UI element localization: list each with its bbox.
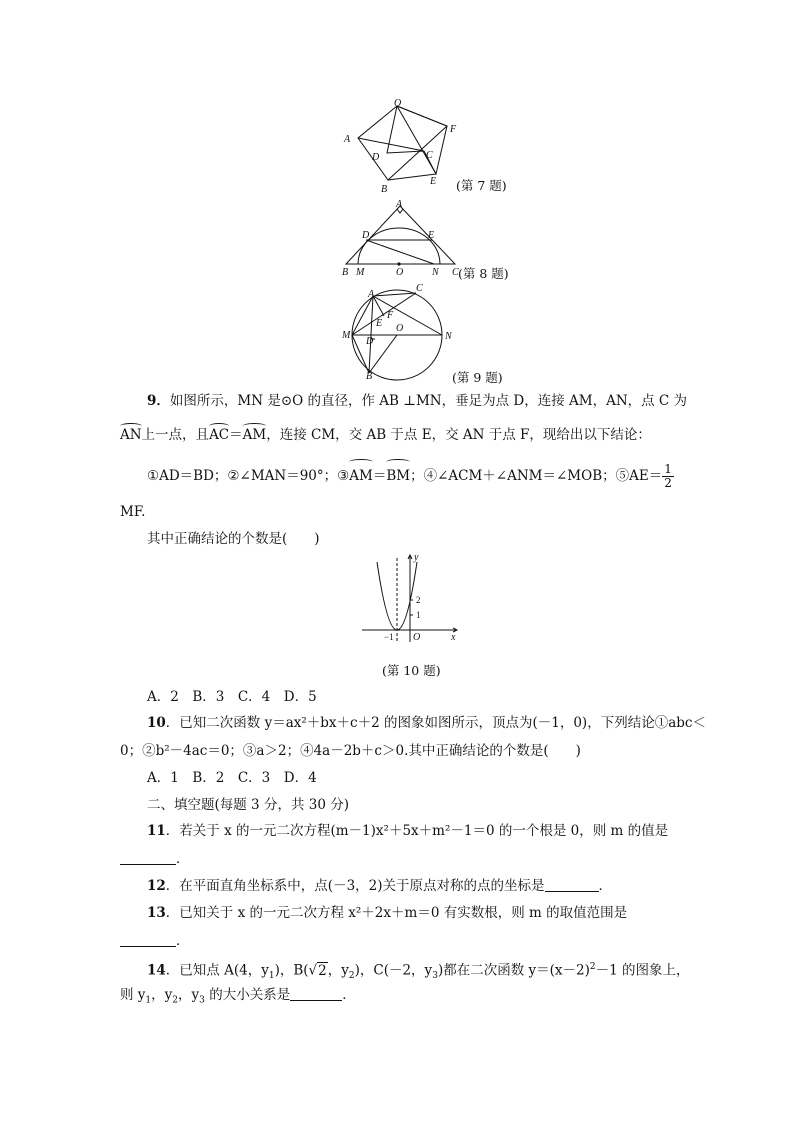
fraction-one-half [662,463,674,490]
figure-10-caption: (第 10 题) [382,663,441,678]
q9-line5: 其中正确结论的个数是( ) [147,531,320,547]
q11-stem: ．若关于 x 的一元二次方程(m－1)x²＋5x＋m²－1＝0 的一个根是 0，则 m 的值是 [165,823,669,839]
q12-line1 [147,877,612,895]
q14-line2-sub-3: 3 [199,995,205,1006]
segment-oe [397,106,436,174]
point-label-e: E [428,230,435,241]
point-label-e: E [430,176,437,187]
q10-number: 10 [147,715,166,731]
segment-cm [352,293,416,335]
point-label-c: C [426,150,433,161]
q14-sub-3: 3 [432,971,438,982]
q14-text-c: ，y [327,962,349,979]
point-label-o: O [394,98,402,109]
q14-answer-blank[interactable] [290,986,342,1001]
q14-line2-b: ，y [151,987,173,1003]
q14-line2 [120,986,356,1010]
q11-end: ． [176,851,190,867]
q11-line2 [120,850,190,868]
arc-am-2: AM [349,462,373,490]
q9-stem-line1: 如图所示，MN 是⊙O 的直径，作 AB ⊥MN，垂足为点 D，连接 AM，AN，点 C 为 [169,393,688,409]
arc-bm: BM [386,462,410,490]
figure-9-caption: (第 9 题) [452,370,503,385]
q12-answer-blank[interactable] [545,877,599,892]
section-2-heading: 二、填空题(每题 3 分，共 30 分) [147,797,349,813]
segment-be [388,174,436,180]
q12-end: ． [598,878,613,894]
q9-options: A．2 B．3 C．4 D．5 [147,689,317,705]
q14-sup-2: 2 [589,962,596,972]
arc-an: AN [120,427,142,443]
figure-8-caption: (第 8 题) [458,266,509,281]
q9-line2 [120,426,651,444]
q13-line2 [120,932,190,950]
q14-end: ． [342,987,356,1003]
point-label-b: B [366,371,373,382]
x-axis-label: x [451,632,456,643]
point-label-a: A [396,199,403,210]
q9-line3-text-b: ＝ [372,468,387,484]
figure-10 [358,552,468,644]
tick-label-neg1: −1 [384,632,394,642]
point-label-f: F [450,124,457,135]
point-label-f: F [387,310,394,321]
point-label-b: B [342,267,349,278]
point-label-a: A [344,134,351,145]
fraction-numerator: 1 [664,462,672,476]
segment-am [352,296,373,335]
q14-number: 14 [147,962,166,979]
q13-line1 [147,904,627,922]
q11-number: 11 [147,823,166,839]
point-label-d: D [372,152,380,163]
q9-line2-text-b: ＝ [229,427,243,443]
q14-line2-sub-1: 1 [145,995,152,1006]
arc-am: AM [242,427,267,443]
q10-stem-line1: ．已知二次函数 y＝ax²＋bx＋c＋2 的图象如图所示，顶点为(－1，0)，下列结论①abc＜ [165,715,706,731]
q13-end: ． [176,933,190,949]
q14-line2-d: 的大小关系是 [204,987,291,1003]
q14-line2-c: ，y [178,987,200,1003]
q10-line2: 0；②b²－4ac＝0；③a＞2；④4a－2b＋c＞0.其中正确结论的个数是( ) [120,743,581,759]
point-label-c: C [452,267,459,278]
q9-line2-text-c: ，连接 CM，交 AB 于点 E，交 AN 于点 F，现给出以下结论： [266,427,651,443]
q11-line1 [147,822,668,840]
fraction-denominator: 2 [664,476,672,490]
point-label-n: N [445,331,452,342]
q13-answer-blank[interactable] [120,932,176,947]
y-axis-label: y [414,552,419,563]
segment-ac [358,138,424,151]
q10-options: A．1 B．2 C．3 D．4 [147,770,317,786]
q14-text-d: )，C(－2，y [354,962,433,979]
point-label-o: O [396,267,404,278]
q12-number: 12 [147,878,166,894]
q14-text-f: －1 的图象上， [595,962,690,979]
q9-line3-text-c: ；④∠ACM＋∠ANM＝∠MOB；⑤AE＝ [410,468,663,484]
point-label-e: E [376,318,383,329]
figure-10-graph [358,552,468,644]
q14-sub-1: 1 [268,971,275,982]
figure-9-diagram [340,284,460,382]
point-label-n: N [432,267,439,278]
point-label-c: C [416,283,423,294]
point-label-o: O [396,323,404,334]
point-label-m: M [342,330,351,341]
point-label-d: D [362,230,370,241]
q14-line2-a: 则 y [120,987,146,1003]
q9-line3 [147,462,674,490]
q11-answer-blank[interactable] [120,850,176,865]
q14-line1: 14．已知点 A(4，$y_1$)，B(√2，$y_2$)，C(－2，$y_3$)都在二次函数 $y=(x-2)^2-1$ 的图象上， [147,962,690,982]
q13-stem: ．已知关于 x 的一元二次方程 x²＋2x＋m＝0 有实数根，则 m 的取值范围是 [165,905,628,921]
q14-sub-2: 2 [348,971,355,982]
tick-label-1: 1 [416,610,421,620]
q14-text-b: )，B( [274,962,309,979]
point-label-b: B [381,184,388,195]
q12-stem: ．在平面直角坐标系中，点(－3，2)关于原点对称的点的坐标是 [165,878,545,894]
center-dot [397,262,400,265]
q9-number: 9． [147,393,170,409]
q13-number: 13 [147,905,166,921]
q14-sqrt-value: 2 [318,962,327,979]
figure-7-caption: (第 7 题) [456,178,507,193]
tick-label-2: 2 [416,595,421,605]
q14-text-a: ．已知点 A(4，y [165,962,269,979]
point-label-d: D [366,336,374,347]
q14-text-e: )都在二次函数 y＝(x－2) [437,962,590,979]
segment-dn [366,240,434,264]
q10-line1 [147,714,706,732]
q9-line3-text-a: ①AD＝BD；②∠MAN＝90°；③ [147,468,350,484]
point-label-m: M [356,267,365,278]
point-label-a: A [368,289,375,300]
q9-line2-text-a: 上一点，且 [141,427,210,443]
q9-line1 [147,392,687,410]
q14-line2-sub-2: 2 [172,995,179,1006]
origin-label: O [413,632,421,643]
arc-ac: AC [209,427,230,443]
figure-9 [340,284,460,382]
q9-line4: MF. [120,504,146,520]
